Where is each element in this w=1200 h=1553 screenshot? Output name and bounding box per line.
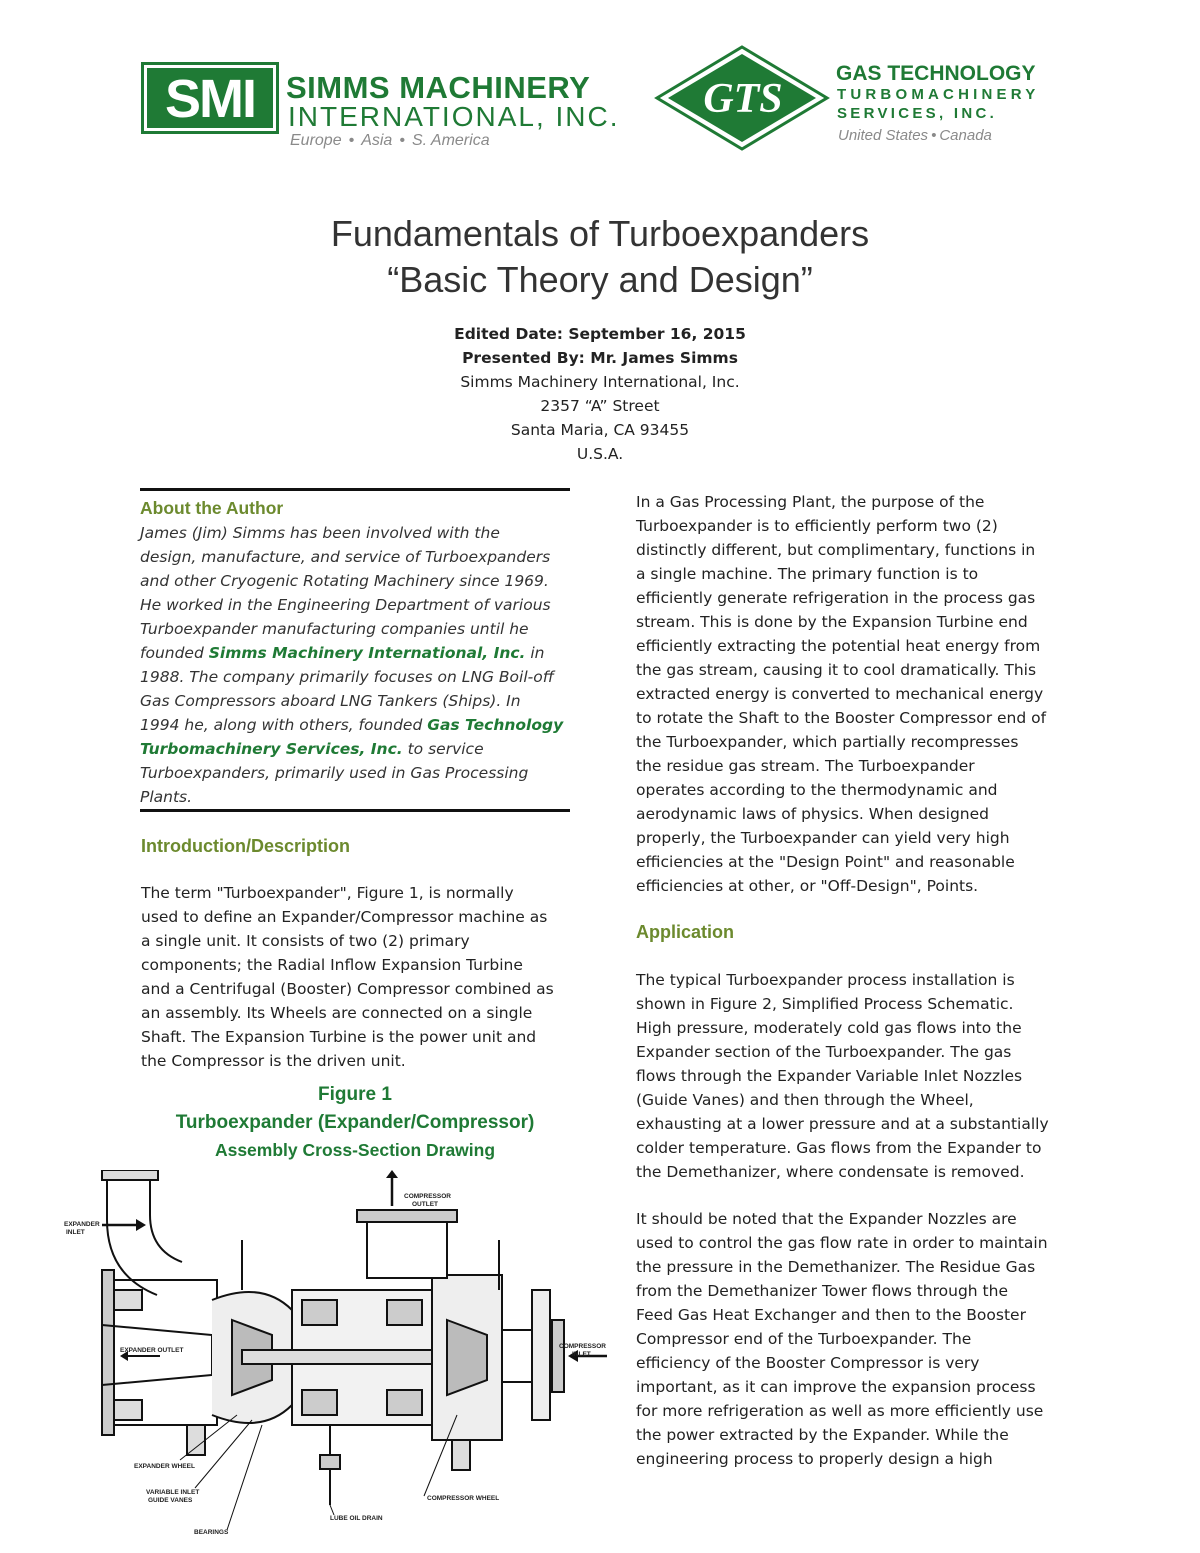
- text-line: He worked in the Engineering Department of various: [140, 596, 551, 614]
- text-span: to service: [402, 740, 484, 758]
- street-address: 2357 “A” Street: [540, 397, 660, 415]
- smi-region: Asia: [361, 132, 393, 149]
- text-line: a single unit. It consists of two (2) primary: [141, 932, 470, 950]
- text-line: James (Jim) Simms has been involved with the: [140, 524, 500, 542]
- text-span: 1994 he, along with others, founded: [140, 716, 428, 734]
- gts-logo-diamond: [654, 44, 830, 152]
- label-expander-wheel: EXPANDER WHEEL: [134, 1463, 195, 1470]
- label-compressor-outlet: OUTLET: [412, 1201, 438, 1208]
- bullet-icon: •: [931, 127, 937, 144]
- document-subtitle: “Basic Theory and Design”: [387, 259, 813, 300]
- intro-heading: Introduction/Description: [141, 836, 350, 856]
- text-line: a single machine. The primary function is to: [636, 565, 979, 583]
- smi-region: S. America: [411, 132, 490, 149]
- text-line: and other Cryogenic Rotating Machinery since 1969.: [140, 572, 549, 590]
- smi-logo-badge: [141, 62, 279, 134]
- gts-company-sub1: TURBOMACHINERY: [837, 86, 1040, 103]
- text-line: colder temperature. Gas flows from the Expander to: [636, 1139, 1042, 1157]
- document-title: Fundamentals of Turboexpanders: [330, 213, 870, 254]
- label-compressor-wheel: COMPRESSOR WHEEL: [427, 1495, 500, 1502]
- gts-company-link[interactable]: Gas Technology: [427, 716, 564, 734]
- label-compressor-inlet: COMPRESSOR: [559, 1343, 606, 1350]
- smi-logo-text: SMI: [164, 69, 256, 129]
- about-author-heading: About the Author: [140, 498, 284, 518]
- text-line: Shaft. The Expansion Turbine is the power unit and: [141, 1028, 537, 1046]
- text-line: flows through the Expander Variable Inlet Nozzles: [636, 1067, 1023, 1085]
- label-expander-inlet: INLET: [66, 1229, 85, 1236]
- label-expander-inlet: EXPANDER: [64, 1221, 100, 1228]
- about-author-box: [140, 488, 570, 812]
- text-line: extracted energy is converted to mechanical energy: [636, 685, 1044, 703]
- text-line: the pressure in the Demethanizer. The Residue Gas: [636, 1258, 1036, 1276]
- text-line: used to define an Expander/Compressor machine as: [141, 908, 548, 926]
- figure1-title: Turboexpander (Expander/Compressor): [175, 1112, 535, 1133]
- text-line: efficiently generate refrigeration in the process gas: [636, 589, 1036, 607]
- label-lube-oil-drain: LUBE OIL DRAIN: [330, 1515, 383, 1522]
- gts-company-sub2: SERVICES, INC.: [837, 105, 998, 122]
- gts-company-link[interactable]: Turbomachinery Services, Inc.: [140, 740, 403, 758]
- text-line: It should be noted that the Expander Nozzles are: [636, 1210, 1017, 1228]
- text-line: exhausting at a lower pressure and at a substantially: [636, 1115, 1049, 1133]
- text-line: shown in Figure 2, Simplified Process Schematic.: [636, 995, 1014, 1013]
- text-line: operates according to the thermodynamic and: [636, 781, 998, 799]
- text-line: the gas stream, causing it to cool dramatically. This: [636, 661, 1037, 679]
- text-line: design, manufacture, and service of Turboexpanders: [140, 548, 551, 566]
- text-line: Expander section of the Turboexpander. The gas: [636, 1043, 1012, 1061]
- text-span: in: [525, 644, 545, 662]
- text-line: the power extracted by the Expander. While the: [636, 1426, 1009, 1444]
- text-line: the Compressor is the driven unit.: [141, 1052, 406, 1070]
- text-line: used to control the gas flow rate in order to maintain: [636, 1234, 1048, 1252]
- text-line: High pressure, moderately cold gas flows into the: [636, 1019, 1022, 1037]
- label-variable-inlet: VARIABLE INLET: [146, 1489, 200, 1496]
- text-line: and a Centrifugal (Booster) Compressor combined as: [141, 980, 554, 998]
- text-line: Turboexpanders, primarily used in Gas Processing: [140, 764, 529, 782]
- text-line: Compressor end of the Turboexpander. The: [636, 1330, 972, 1348]
- bullet-icon: •: [348, 132, 355, 149]
- text-line: for more refrigeration as well as more efficiently use: [636, 1402, 1044, 1420]
- gts-regions: [838, 127, 992, 144]
- company-name: Simms Machinery International, Inc.: [460, 373, 740, 391]
- text-line: aerodynamic laws of physics. When designed: [636, 805, 989, 823]
- text-line: important, as it can improve the expansion process: [636, 1378, 1036, 1396]
- text-line: efficiently extracting the potential heat energy from: [636, 637, 1041, 655]
- figure1-label: Figure 1: [318, 1084, 392, 1105]
- smi-company-subtitle: INTERNATIONAL, INC.: [288, 101, 620, 132]
- application-paragraph: [636, 968, 1066, 1184]
- text-span: founded: [140, 644, 209, 662]
- text-line: efficiencies at other, or "Off-Design", Points.: [636, 877, 979, 895]
- presenter: Presented By: Mr. James Simms: [462, 349, 738, 367]
- gts-company-name: GAS TECHNOLOGY: [836, 62, 1036, 85]
- text-line: Turboexpander manufacturing companies until he: [140, 620, 529, 638]
- figure1-subtitle: Assembly Cross-Section Drawing: [214, 1140, 496, 1160]
- text-line: properly, the Turboexpander can yield very high: [636, 829, 1010, 847]
- text-line: (Guide Vanes) and then through the Wheel,: [636, 1091, 974, 1109]
- text-line: stream. This is done by the Expansion Turbine end: [636, 613, 1028, 631]
- document-info: [0, 322, 1200, 466]
- text-line: Turboexpander is to efficiently perform two (2): [636, 517, 998, 535]
- text-line: In a Gas Processing Plant, the purpose of the: [636, 493, 985, 511]
- text-line: [140, 713, 570, 737]
- text-line: an assembly. Its Wheels are connected on a single: [141, 1004, 533, 1022]
- text-line: Plants.: [140, 788, 193, 806]
- text-line: [140, 641, 570, 665]
- smi-company-name: SIMMS MACHINERY: [286, 70, 591, 105]
- smi-regions: [290, 132, 490, 150]
- turboexpander-cross-section-drawing: [62, 1170, 618, 1542]
- application-heading: Application: [636, 922, 734, 942]
- gts-region: United States: [838, 127, 929, 144]
- text-line: The term "Turboexpander", Figure 1, is normally: [141, 884, 514, 902]
- smi-company-link[interactable]: Simms Machinery International, Inc.: [208, 644, 526, 662]
- nozzles-paragraph: [636, 1207, 1066, 1471]
- purpose-paragraph: [636, 490, 1066, 898]
- gts-region: Canada: [939, 127, 992, 144]
- intro-paragraph: [141, 881, 581, 1073]
- text-line: The typical Turboexpander process installation is: [636, 971, 1015, 989]
- label-expander-outlet: EXPANDER OUTLET: [120, 1347, 184, 1354]
- label-bearings: BEARINGS: [194, 1529, 229, 1536]
- text-line: Feed Gas Heat Exchanger and then to the Booster: [636, 1306, 1026, 1324]
- text-line: the Turboexpander, which partially recompresses: [636, 733, 1019, 751]
- gts-logo-text: GTS: [703, 76, 783, 122]
- smi-region: Europe: [290, 132, 342, 149]
- country: U.S.A.: [576, 445, 624, 463]
- text-line: 1988. The company primarily focuses on LNG Boil-off: [140, 668, 554, 686]
- bullet-icon: •: [399, 132, 405, 149]
- city-state-zip: Santa Maria, CA 93455: [510, 421, 690, 439]
- edited-date: Edited Date: September 16, 2015: [454, 325, 746, 343]
- text-line: efficiencies at the "Design Point" and reasonable: [636, 853, 1015, 871]
- text-line: components; the Radial Inflow Expansion Turbine: [141, 956, 523, 974]
- text-line: engineering process to properly design a high: [636, 1450, 993, 1468]
- label-compressor-outlet: COMPRESSOR: [404, 1193, 451, 1200]
- about-author-text: [140, 521, 570, 809]
- text-line: distinctly different, but complimentary, functions in: [636, 541, 1036, 559]
- text-line: the residue gas stream. The Turboexpander: [636, 757, 975, 775]
- text-line: efficiency of the Booster Compressor is very: [636, 1354, 980, 1372]
- text-line: [140, 737, 570, 761]
- text-line: the Demethanizer, where condensate is removed.: [636, 1163, 1025, 1181]
- text-line: Gas Compressors aboard LNG Tankers (Ships). In: [140, 692, 521, 710]
- label-guide-vanes: GUIDE VANES: [148, 1497, 193, 1504]
- text-line: to rotate the Shaft to the Booster Compressor end of: [636, 709, 1047, 727]
- text-line: from the Demethanizer Tower flows through the: [636, 1282, 1008, 1300]
- label-compressor-inlet: INLET: [572, 1351, 591, 1358]
